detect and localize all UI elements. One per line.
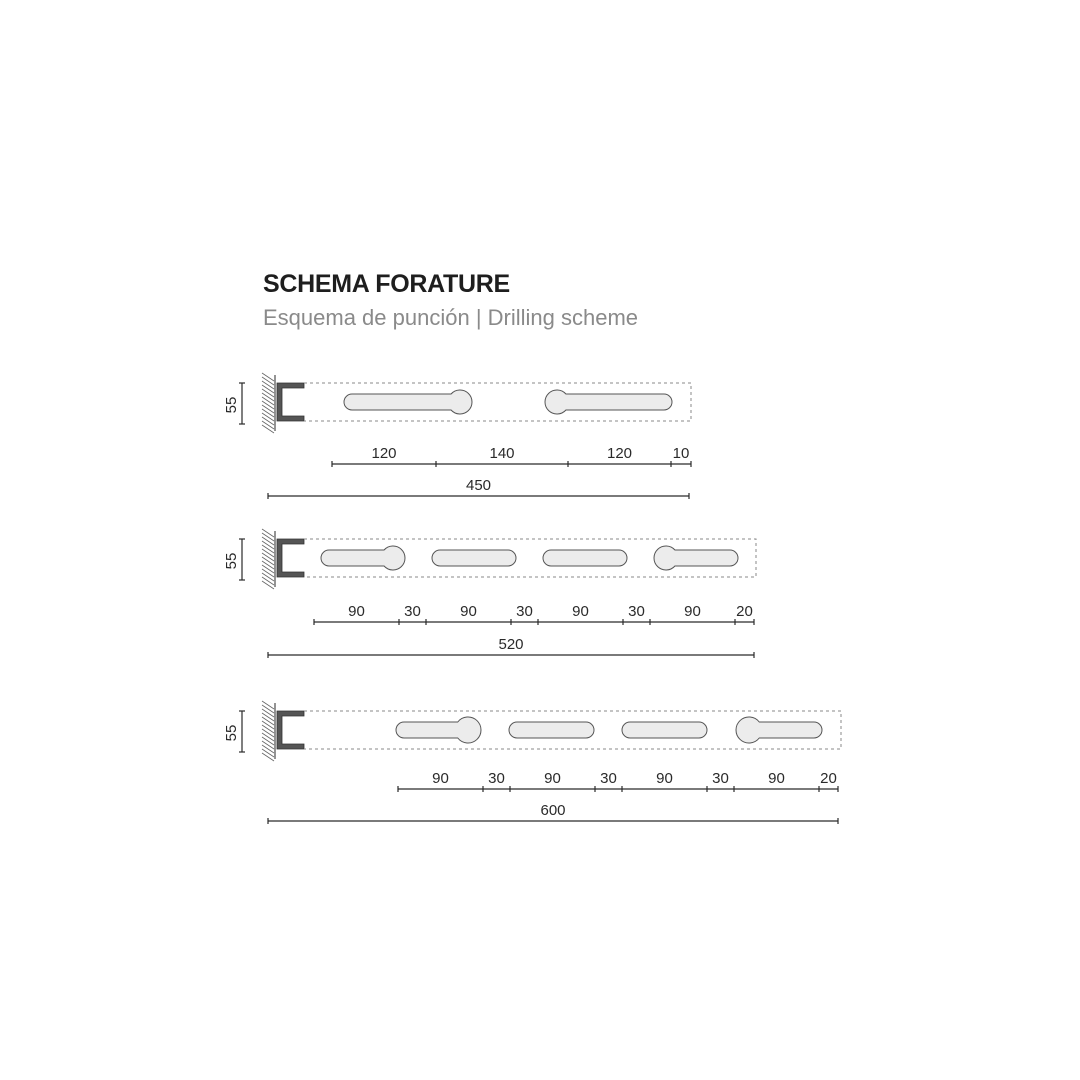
segment-label: 90 (572, 603, 589, 620)
hatch-line (262, 417, 274, 425)
total-label: 520 (498, 636, 524, 653)
hatch-line (262, 705, 274, 713)
segment-label: 90 (348, 603, 365, 620)
hatch-line (262, 721, 274, 729)
hatch-line (262, 745, 274, 753)
hatch-line (262, 533, 274, 541)
hatch-line (262, 421, 274, 429)
segment-label: 30 (516, 603, 533, 620)
hatch-line (262, 393, 274, 401)
hatch-line (262, 753, 274, 761)
keyhole-slot (545, 390, 672, 414)
hatch-line (262, 577, 274, 585)
segment-label: 10 (672, 445, 690, 462)
segment-label: 30 (628, 603, 645, 620)
hatch-line (262, 581, 274, 589)
hatch-line (262, 749, 274, 757)
hatch-line (262, 541, 274, 549)
height-label: 55 (223, 552, 240, 570)
hatch-line (262, 553, 274, 561)
hatch-line (262, 377, 274, 385)
hatch-line (262, 409, 274, 417)
hatch-line (262, 549, 274, 557)
hatch-line (262, 561, 274, 569)
hatch-line (262, 425, 274, 433)
segment-label: 30 (488, 770, 505, 787)
wall-hatch (262, 373, 275, 433)
segment-label: 90 (432, 770, 449, 787)
hatch-line (262, 729, 274, 737)
keyhole-slot (344, 390, 472, 414)
wall-hatch (262, 529, 275, 589)
hatch-line (262, 573, 274, 581)
hatch-line (262, 389, 274, 397)
hatch-line (262, 557, 274, 565)
hatch-line (262, 401, 274, 409)
hatch-line (262, 569, 274, 577)
hatch-line (262, 741, 274, 749)
hatch-line (262, 733, 274, 741)
height-label: 55 (223, 724, 240, 742)
hatch-line (262, 737, 274, 745)
hatch-line (262, 405, 274, 413)
segment-label: 20 (820, 770, 837, 787)
hatch-line (262, 385, 274, 393)
keyhole-slot (396, 717, 481, 743)
keyhole-slot (654, 546, 738, 570)
hatch-line (262, 537, 274, 545)
segment-label: 90 (544, 770, 561, 787)
hatch-line (262, 713, 274, 721)
wall-hatch (262, 701, 275, 761)
total-label: 450 (465, 477, 492, 494)
segment-label: 140 (489, 445, 515, 462)
segment-label: 90 (460, 603, 477, 620)
hatch-line (262, 529, 274, 537)
keyhole-slot (736, 717, 822, 743)
diagram-600 (223, 701, 841, 824)
hatch-line (262, 381, 274, 389)
segment-label: 90 (684, 603, 701, 620)
u-bracket (277, 711, 304, 749)
hatch-line (262, 717, 274, 725)
slot-hole (543, 550, 627, 566)
u-bracket (277, 383, 304, 421)
segment-label: 30 (404, 603, 421, 620)
hatch-line (262, 397, 274, 405)
hatch-line (262, 709, 274, 717)
slot-hole (432, 550, 516, 566)
diagram-520 (223, 529, 756, 658)
diagram-450 (223, 373, 691, 499)
slot-hole (622, 722, 707, 738)
hatch-line (262, 373, 274, 381)
segment-label: 120 (606, 445, 633, 462)
height-label: 55 (223, 396, 240, 414)
page-subtitle: Esquema de punción | Drilling scheme (263, 305, 639, 330)
hatch-line (262, 725, 274, 733)
keyhole-slot (321, 546, 405, 570)
segment-label: 90 (656, 770, 673, 787)
segment-label: 30 (712, 770, 729, 787)
hatch-line (262, 565, 274, 573)
u-bracket (277, 539, 304, 577)
segment-label: 90 (768, 770, 785, 787)
page-title: SCHEMA FORATURE (263, 270, 510, 298)
segment-label: 20 (736, 603, 753, 620)
slot-hole (509, 722, 594, 738)
hatch-line (262, 413, 274, 421)
hatch-line (262, 545, 274, 553)
segment-label: 30 (600, 770, 617, 787)
segment-label: 120 (371, 445, 397, 462)
hatch-line (262, 701, 274, 709)
total-label: 600 (540, 802, 566, 819)
